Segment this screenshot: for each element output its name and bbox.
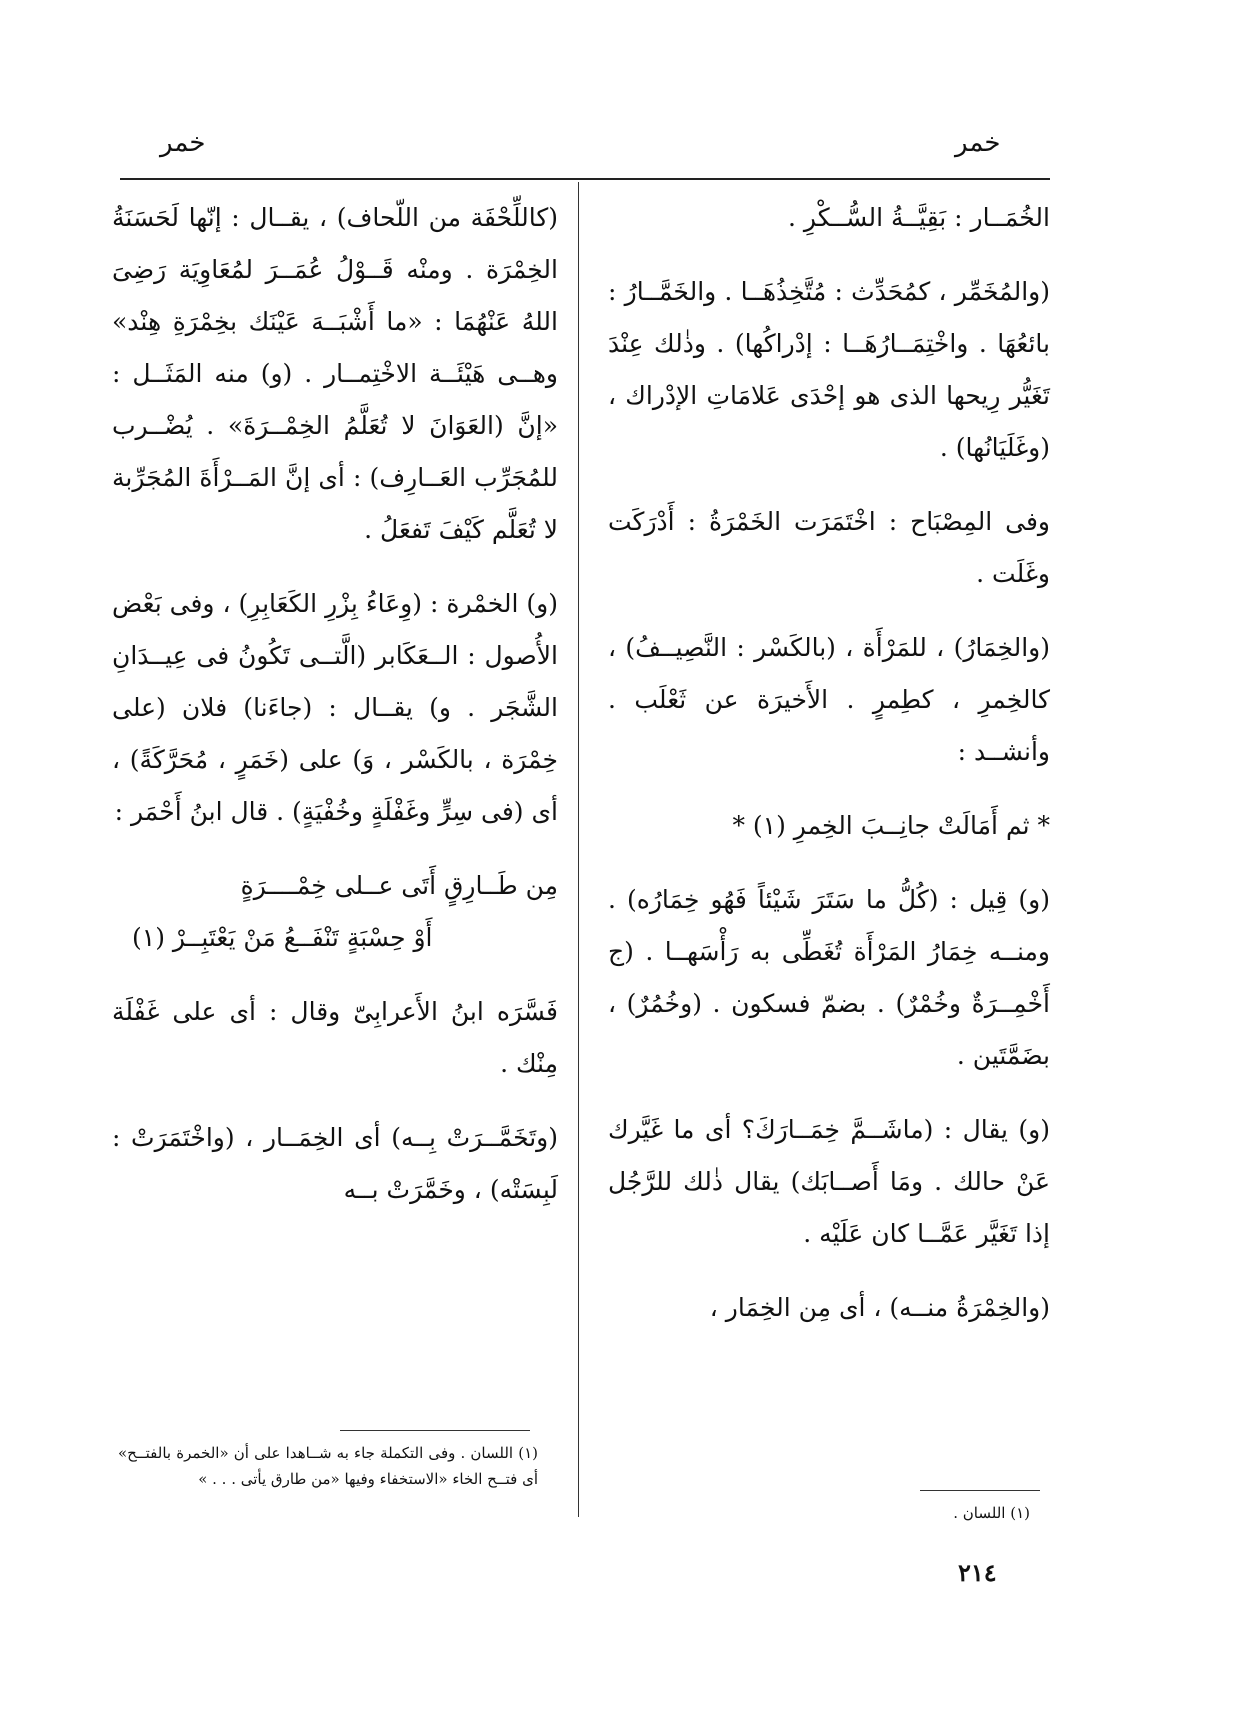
column-divider [578, 182, 579, 1517]
right-paragraph-5: (و) قِيل : (كُلُّ ما سَتَرَ شَيْئاً فَهُو خِمَارُه) . ومنــه خِمَارُ المَرْأَة تُغَطِّى به رَأْسَهــا . (ج أَخْمِــرَةٌ وخُمْرٌ) . بضمّ فسكون . (وخُمُرٌ) ، بضَمَّتَين . [608, 885, 1050, 1070]
footnote-right: (١) اللسان . [953, 1504, 1030, 1522]
left-paragraph-3: فَسَّرَه ابنُ الأَعرابِىّ وقال : أى على غَفْلَة مِنْك . [112, 997, 558, 1078]
left-verse [112, 860, 558, 964]
left-paragraph-4: (وتَخَمَّــرَتْ بِــه) أى الخِمَــار ، (واخْتَمَرَتْ : لَبِسَتْه) ، وخَمَّرَتْ بــه [112, 1123, 558, 1204]
right-paragraph-6: (و) يقال : (ماشَــمَّ خِمَــارَكَ؟ أى ما غَيَّرك عَنْ حالك . ومَا أَصــابَك) يقال ذٰلك للرَّجُل إذا تَغَيَّر عَمَّــا كان عَلَيْه . [608, 1115, 1050, 1248]
footnote-rule-right [920, 1490, 1040, 1491]
right-paragraph-7: (والخِمْرَةُ منــه) ، أى مِن الخِمَار ، [709, 1293, 1050, 1322]
footnote-rule-left [340, 1430, 530, 1431]
right-paragraph-4: (والخِمَارُ) ، للمَرْأَة ، (بالكَسْر : النَّصِيــفُ) ، كالخِمرِ ، كطِمرٍ . الأَخيرَة عن ثَعْلَب . وأنشــد : [608, 633, 1050, 766]
left-verse-line-1: مِن طَــارِقٍ أَتَى عــلى خِمْــــرَةٍ [240, 871, 558, 900]
header-rule [120, 178, 1050, 180]
right-paragraph-3: وفى المِصْبَاح : اخْتَمَرَت الخَمْرَةُ : أَدْرَكَت وغَلَت . [608, 507, 1050, 588]
page-number: ٢١٤ [958, 1558, 997, 1587]
running-head-right: خمر [955, 128, 1001, 158]
right-paragraph-1: الخُمَــار : بَقِيَّــةُ السُّــكْرِ . [788, 203, 1050, 232]
left-verse-line-2: أَوْ حِسْبَةٍ تَنْفَــعُ مَنْ يَعْتَبِــرْ (١) [132, 923, 433, 952]
left-column [112, 192, 558, 1238]
left-paragraph-1: (كاللِّحْفَة من اللّحاف) ، يقــال : إنّها لَحَسَنَةُ الخِمْرَة . ومنْه قَــوْلُ عُمَــرَ لمُعَاوِيَة رَضِىَ اللهُ عَنْهُمَا : «ما أَشْبَــهَ عَيْنَك بخِمْرَةِ هِنْد» وهــى هَيْئَــة الاخْتِمــار . (و) منه المَثَــل : «إنَّ (العَوَانَ لا تُعَلَّمُ الخِمْــرَةَ» . يُضْــرب للمُجَرِّب العَــارِف) : أى إنَّ المَــرْأَةَ المُجَرِّبة لا تُعَلَّم كَيْفَ تَفعَلُ . [112, 203, 558, 544]
running-head-left: خمر [160, 128, 206, 158]
footnote-left: (١) اللسان . وفى التكملة جاء به شــاهدا على أن «الخمرة بالفتــح» أى فتــح الخاء «الاستخفاء وفيها «من طارق يأتى . . . » [118, 1444, 538, 1488]
right-verse: * ثم أَمَالَتْ جانِــبَ الخِمرِ (١) * [732, 811, 1050, 840]
right-column [608, 192, 1050, 1356]
left-paragraph-2: (و) الخمْرة : (وِعَاءُ بِزْرِ الكَعَابِرِ) ، وفى بَعْض الأُصول : الــعَكَابر (الَّتــى تَكُونُ فى عِيــدَانِ الشَّجَر . و) يقــال : (جاءَنا) فلان (على خِمْرَة ، بالكَسْر ، وَ) على (خَمَرٍ ، مُحَرَّكَةً) ، أى (فى سِرٍّ وغَفْلَةٍ وخُفْيَةٍ) . قال ابنُ أَحْمَر : [112, 589, 558, 826]
right-paragraph-2: (والمُخَمِّر ، كمُحَدِّث : مُتَّخِذُهَــا . والخَمَّــارُ : بائعُهَا . واخْتِمَــارُهَــا : إدْراكُها) . وذٰلك عِنْدَ تَغَيُّر رِيحها الذى هو إحْدَى عَلامَاتِ الإدْراك ، (وغَلَيَانُها) . [608, 277, 1050, 462]
